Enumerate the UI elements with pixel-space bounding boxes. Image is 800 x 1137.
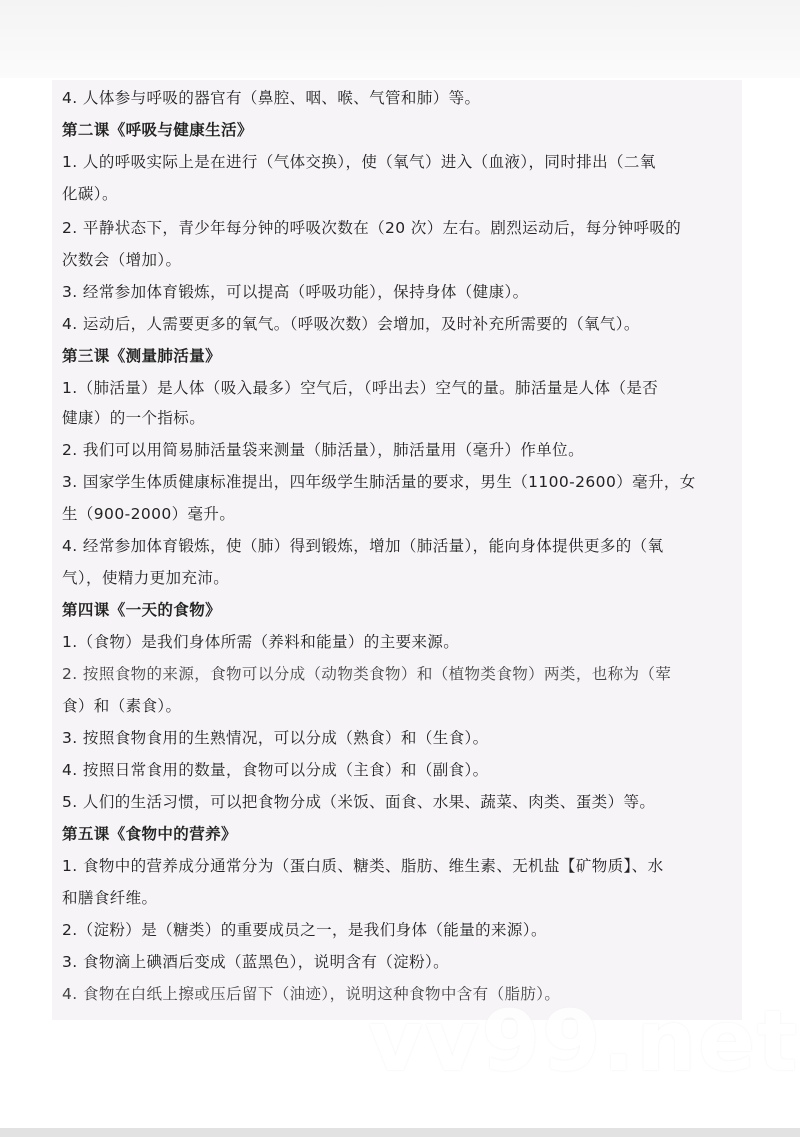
watermark: vv99.net	[368, 992, 800, 1090]
text-line: 3. 经常参加体育锻炼，可以提高（呼吸功能），保持身体（健康）。	[62, 283, 529, 301]
text-line: 1. 食物中的营养成分通常分为（蛋白质、糖类、脂肪、维生素、无机盐【矿物质】、水	[62, 857, 664, 875]
text-line: 4. 人体参与呼吸的器官有（鼻腔、咽、喉、气管和肺）等。	[62, 89, 481, 107]
text-line: 1.（肺活量）是人体（吸入最多）空气后，（呼出去）空气的量。肺活量是人体（是否	[62, 379, 659, 397]
section-heading: 第二课《呼吸与健康生活》	[62, 121, 253, 139]
section-heading: 第五课《食物中的营养》	[62, 825, 237, 843]
text-line: 健康）的一个指标。	[62, 409, 206, 427]
text-line: 气），使精力更加充沛。	[62, 569, 230, 587]
bottom-margin	[0, 1128, 800, 1137]
text-line: 4. 运动后，人需要更多的氧气。（呼吸次数）会增加，及时补充所需要的（氧气）。	[62, 315, 640, 333]
text-line: 3. 按照食物食用的生熟情况，可以分成（熟食）和（生食）。	[62, 729, 489, 747]
text-line: 食）和（素食）。	[62, 697, 182, 715]
text-line: 5. 人们的生活习惯，可以把食物分成（米饭、面食、水果、蔬菜、肉类、蛋类）等。	[62, 793, 656, 811]
text-line: 次数会（增加）。	[62, 251, 182, 269]
text-line: 4. 食物在白纸上擦或压后留下（油迹），说明这种食物中含有（脂肪）。	[62, 985, 561, 1003]
text-line: 4. 按照日常食用的数量，食物可以分成（主食）和（副食）。	[62, 761, 489, 779]
text-line: 1. 人的呼吸实际上是在进行（气体交换），使（氧气）进入（血液），同时排出（二氧	[62, 153, 656, 171]
text-line: 4. 经常参加体育锻炼，使（肺）得到锻炼，增加（肺活量），能向身体提供更多的（氧	[62, 537, 664, 555]
text-line: 2. 平静状态下，青少年每分钟的呼吸次数在（20 次）左右。剧烈运动后，每分钟呼吸的	[62, 219, 682, 237]
document-content	[52, 80, 742, 1020]
text-line: 2. 我们可以用简易肺活量袋来测量（肺活量），肺活量用（毫升）作单位。	[62, 441, 584, 459]
section-heading: 第三课《测量肺活量》	[62, 347, 222, 365]
text-line: 3. 食物滴上碘酒后变成（蓝黑色），说明含有（淀粉）。	[62, 953, 450, 971]
text-line: 化碳）。	[62, 185, 118, 203]
section-heading: 第四课《一天的食物》	[62, 601, 222, 619]
top-margin	[0, 0, 800, 78]
text-line: 1.（食物）是我们身体所需（养料和能量）的主要来源。	[62, 633, 460, 651]
text-line: 2. 按照食物的来源，食物可以分成（动物类食物）和（植物类食物）两类，也称为（荤	[62, 665, 672, 683]
text-line: 生（900-2000）毫升。	[62, 505, 236, 523]
text-line: 3. 国家学生体质健康标准提出，四年级学生肺活量的要求，男生（1100-2600）毫升，女	[62, 473, 696, 491]
text-line: 和膳食纤维。	[62, 889, 158, 907]
text-line: 2.（淀粉）是（糖类）的重要成员之一，是我们身体（能量的来源）。	[62, 921, 547, 939]
